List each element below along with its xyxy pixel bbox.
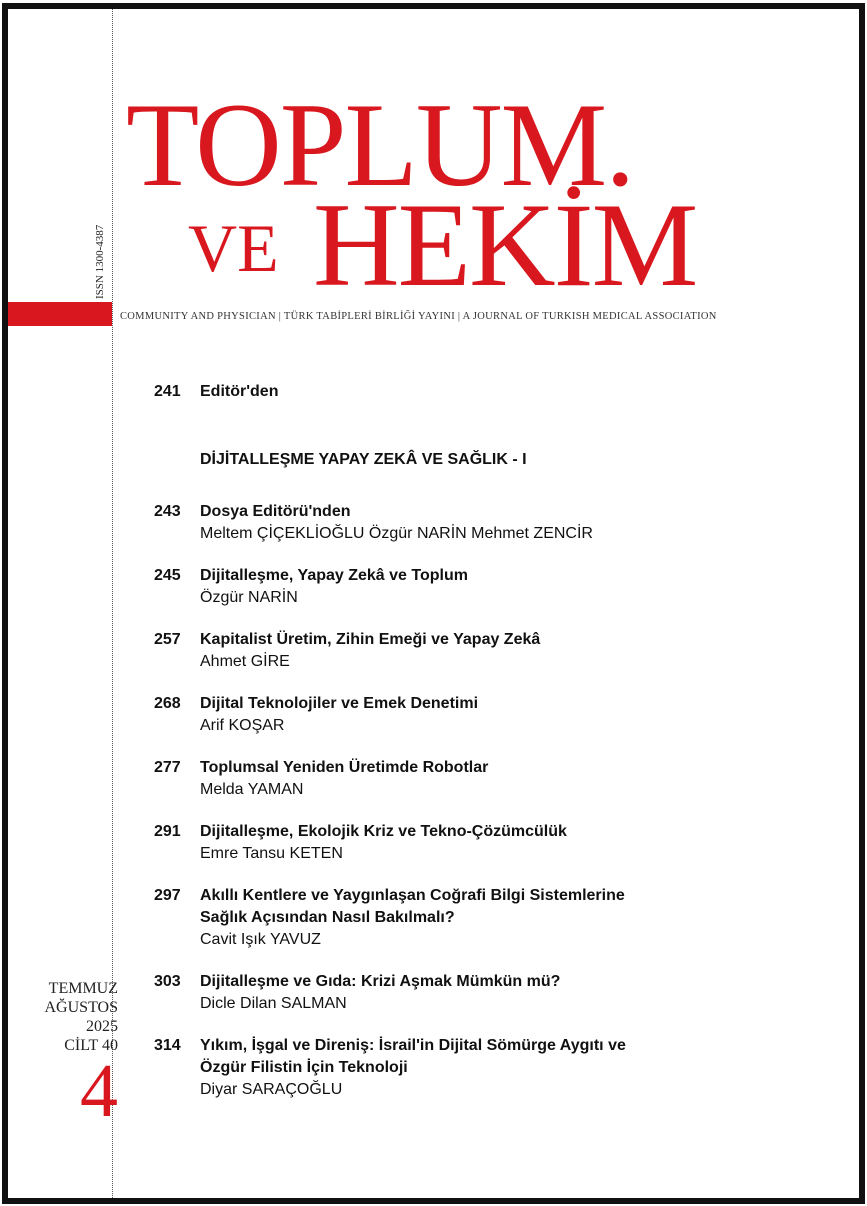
toc-page-number: 268 xyxy=(154,695,181,712)
toc-entry xyxy=(154,757,834,801)
toc-author: Cavit Işık YAVUZ xyxy=(200,931,321,948)
toc-page-number: 314 xyxy=(154,1037,181,1054)
toc-entry xyxy=(154,629,834,673)
toc-page-number: 243 xyxy=(154,503,181,520)
toc-author: Melda YAMAN xyxy=(200,781,304,798)
issue-info xyxy=(18,979,118,1133)
issue-month: TEMMUZ xyxy=(48,980,118,997)
toc-title: Dosya Editörü'nden xyxy=(200,503,351,520)
toc-entry xyxy=(154,565,834,609)
masthead-title-hekim: HEKİM xyxy=(313,178,697,311)
masthead-title-ve: VE xyxy=(188,210,279,286)
issue-number: 4 xyxy=(80,1049,118,1133)
toc-author: Meltem ÇİÇEKLİOĞLU Özgür NARİN Mehmet ZENCİR xyxy=(200,525,593,542)
toc-entry-editorial xyxy=(154,381,834,403)
toc-author: Diyar SARAÇOĞLU xyxy=(200,1081,343,1098)
toc-title: Toplumsal Yeniden Üretimde Robotlar xyxy=(200,759,489,776)
toc-author: Ahmet GİRE xyxy=(200,653,290,670)
masthead-subtitle: COMMUNITY AND PHYSICIAN | TÜRK TABİPLERİ BİRLİĞİ YAYINI | A JOURNAL OF TURKISH MEDICAL ASSOCIATION xyxy=(120,311,717,322)
toc-page-number: 257 xyxy=(154,631,181,648)
toc-title: Akıllı Kentlere ve Yaygınlaşan Coğrafi Bilgi Sistemlerine xyxy=(200,887,625,904)
toc-entry xyxy=(154,1035,834,1101)
toc-entry xyxy=(154,971,834,1015)
toc-title: Dijitalleşme, Ekolojik Kriz ve Tekno-Çözümcülük xyxy=(200,823,567,840)
toc-page-number: 297 xyxy=(154,887,181,904)
masthead-title-toplum: TOPLUM. xyxy=(126,78,634,211)
toc-title: Kapitalist Üretim, Zihin Emeği ve Yapay Zekâ xyxy=(200,631,541,648)
table-of-contents xyxy=(154,381,834,1101)
toc-page-number: 245 xyxy=(154,567,181,584)
toc-title: Dijitalleşme ve Gıda: Krizi Aşmak Mümkün mü? xyxy=(200,973,561,990)
issn-label: ISSN 1300-4387 xyxy=(94,224,106,299)
toc-title: Editör'den xyxy=(200,383,279,400)
issue-volume: CİLT 40 xyxy=(64,1037,118,1054)
toc-page-number: 303 xyxy=(154,973,181,990)
toc-entry xyxy=(154,885,834,951)
toc-author: Emre Tansu KETEN xyxy=(200,845,343,862)
toc-page-number: 241 xyxy=(154,383,181,400)
toc-title-continued: Özgür Filistin İçin Teknoloji xyxy=(200,1059,408,1076)
toc-author: Dicle Dilan SALMAN xyxy=(200,995,347,1012)
issue-year: 2025 xyxy=(86,1018,118,1035)
toc-title: Dijital Teknolojiler ve Emek Denetimi xyxy=(200,695,479,712)
toc-title: Yıkım, İşgal ve Direniş: İsrail'in Dijital Sömürge Aygıtı ve xyxy=(200,1037,626,1054)
red-accent-bar xyxy=(8,302,112,326)
section-heading: DİJİTALLEŞME YAPAY ZEKÂ VE SAĞLIK - I xyxy=(200,451,527,468)
toc-author: Özgür NARİN xyxy=(200,589,298,606)
toc-author: Arif KOŞAR xyxy=(200,717,285,734)
toc-page-number: 277 xyxy=(154,759,181,776)
toc-entry xyxy=(154,501,834,545)
journal-cover xyxy=(2,3,865,1204)
toc-page-number: 291 xyxy=(154,823,181,840)
issue-month-2: AĞUSTOS xyxy=(44,999,118,1016)
toc-title-continued: Sağlık Açısından Nasıl Bakılmalı? xyxy=(200,909,455,926)
toc-entry xyxy=(154,693,834,737)
toc-entry xyxy=(154,821,834,865)
toc-title: Dijitalleşme, Yapay Zekâ ve Toplum xyxy=(200,567,468,584)
